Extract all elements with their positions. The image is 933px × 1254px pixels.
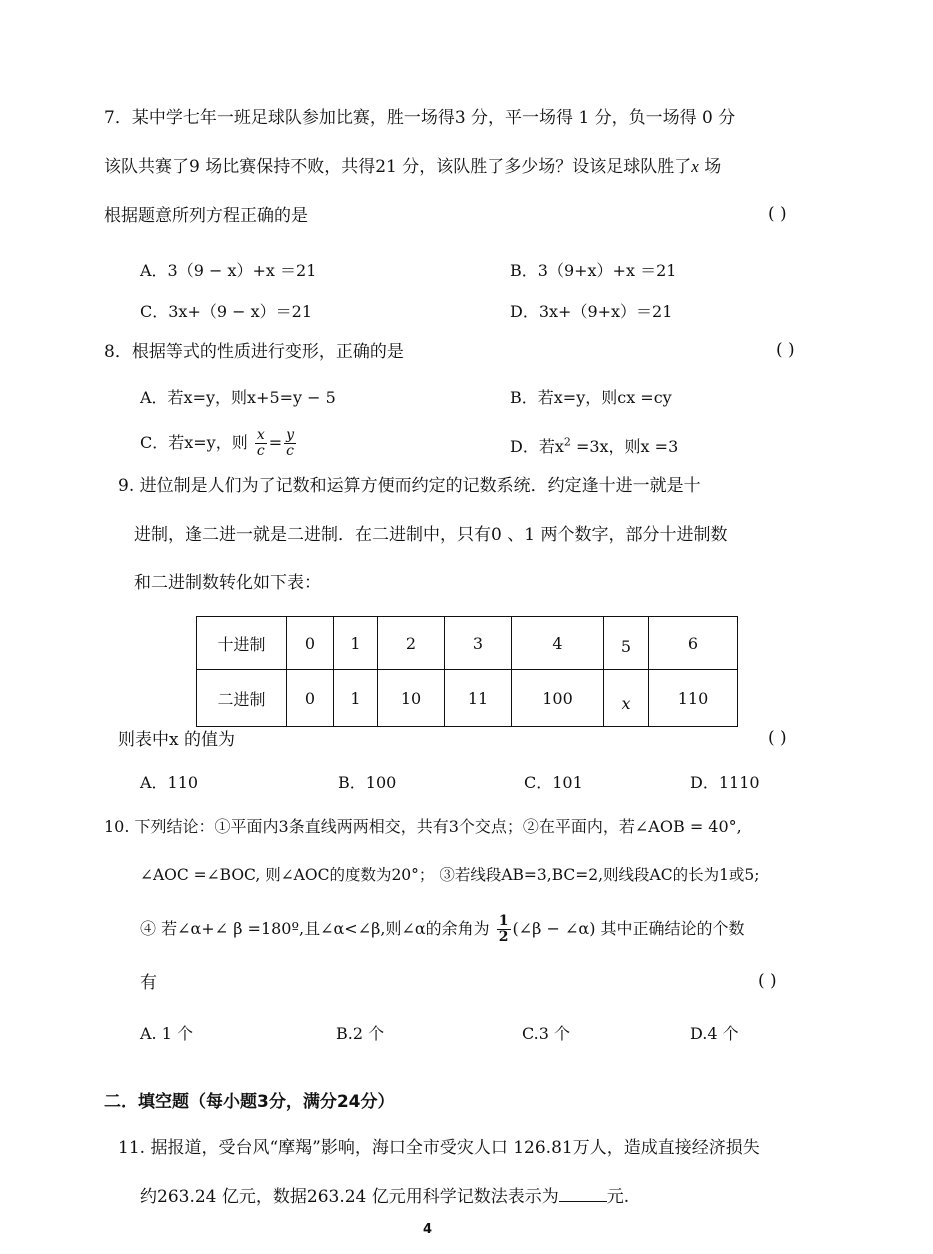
table-cell: x	[604, 670, 649, 727]
q8-option-d	[510, 434, 678, 457]
frac-denominator: c	[256, 443, 265, 459]
table-cell: 110	[649, 670, 738, 727]
q7-option-d: D．3x+（9+x）＝21	[510, 302, 673, 321]
frac-numerator: 1	[498, 913, 509, 929]
table-cell: 1	[334, 617, 378, 670]
q8-option-a: A．若x=y，则x+5=y − 5	[140, 388, 336, 407]
q11-line2-unit: 元.	[606, 1187, 630, 1207]
conversion-table	[196, 616, 738, 727]
table-cell: 5	[604, 617, 649, 670]
q9-option-b: B．100	[338, 773, 397, 792]
q8-option-d-prefix: D．若x	[510, 437, 564, 456]
q10-fraction-half	[497, 914, 511, 945]
q7-line2-suffix: 场	[698, 157, 722, 177]
q7-option-a: A．3（9 − x）+x ＝21	[140, 261, 317, 280]
q8-option-c-prefix: C．若x=y，则	[140, 433, 248, 452]
q7-line3: 根据题意所列方程正确的是	[104, 206, 308, 226]
q10-line3	[140, 912, 745, 946]
table-row-binary	[197, 670, 738, 727]
frac-numerator: x	[256, 427, 265, 443]
table-cell: 10	[378, 670, 445, 727]
table-row-decimal	[197, 617, 738, 670]
table-row-label: 十进制	[197, 617, 287, 670]
table-cell: 4	[512, 617, 604, 670]
q10-line3-text: ④ 若∠α+∠ β =180º,且∠α<∠β,则∠α的余角为	[140, 919, 490, 938]
table-cell: 1	[334, 670, 378, 727]
table-cell: 0	[287, 617, 334, 670]
q7-option-c: C．3x+（9 − x）＝21	[140, 302, 312, 321]
q8-option-b: B．若x=y，则cx =cy	[510, 388, 672, 407]
q11-line2	[140, 1185, 629, 1209]
q9-option-a: A．110	[140, 773, 199, 792]
q8-line1: 8．根据等式的性质进行变形，正确的是	[104, 342, 404, 362]
table-cell: 3	[445, 617, 512, 670]
q8-option-d-suffix: =3x，则x =3	[570, 437, 679, 456]
q9-line3: 和二进制数转化如下表：	[134, 573, 321, 593]
q7-answer-paren: ( )	[768, 204, 787, 224]
table-cell: 2	[378, 617, 445, 670]
q7-line1: 7．某中学七年一班足球队参加比赛，胜一场得3 分，平一场得 1 分，负一场得 0 分	[104, 108, 736, 128]
q9-line2: 进制，逢二进一就是二进制．在二进制中，只有0 、1 两个数字，部分十进制数	[134, 525, 728, 545]
q10-option-d: D.4 个	[690, 1024, 739, 1043]
section-heading-fill-in: 二．填空题（每小题3分，满分24分）	[104, 1092, 395, 1112]
table-cell: 11	[445, 670, 512, 727]
q8-fraction-x-over-c	[255, 428, 267, 459]
q9-answer-paren: ( )	[768, 728, 787, 748]
q8-option-c-eq: =	[268, 433, 283, 452]
frac-denominator: 2	[498, 929, 509, 945]
q10-line4: 有	[140, 973, 157, 993]
q11-line2-text: 约263.24 亿元，数据263.24 亿元用科学记数法表示为	[140, 1187, 559, 1207]
q10-line2: ∠AOC =∠BOC, 则∠AOC的度数为20°； ③若线段AB=3,BC=2,则线段AC的长为1或5;	[140, 866, 760, 884]
table-cell: 100	[512, 670, 604, 727]
q7-line2-text: 该队共赛了9 场比赛保持不败，共得21 分，该队胜了多少场？设该足球队胜了	[104, 157, 692, 177]
q10-line3-tail: (∠β − ∠α) 其中正确结论的个数	[512, 919, 745, 938]
page-number: 4	[423, 1222, 433, 1237]
table-row-label: 二进制	[197, 670, 287, 727]
frac-numerator: y	[286, 427, 295, 443]
answer-blank[interactable]	[559, 1185, 607, 1202]
q8-answer-paren: ( )	[776, 340, 795, 360]
frac-denominator: c	[286, 443, 294, 459]
q7-line2	[104, 155, 721, 179]
q8-option-d-exponent: 2	[563, 435, 571, 449]
q10-line1: 10. 下列结论：①平面内3条直线两两相交，共有3个交点；②在平面内，若∠AOB = 40°,	[104, 817, 742, 836]
table-cell: 6	[649, 617, 738, 670]
q8-option-c	[140, 428, 298, 459]
q7-line2-var: x	[691, 157, 699, 176]
q10-option-c: C.3 个	[522, 1024, 571, 1043]
q10-answer-paren: ( )	[758, 971, 777, 991]
q7-option-b: B．3（9+x）+x ＝21	[510, 261, 677, 280]
q9-line1: 9. 进位制是人们为了记数和运算方便而约定的记数系统．约定逢十进一就是十	[118, 476, 701, 496]
q10-option-b: B.2 个	[336, 1024, 385, 1043]
q10-option-a: A. 1 个	[140, 1024, 193, 1043]
table-cell: 0	[287, 670, 334, 727]
q8-fraction-y-over-c	[284, 428, 296, 459]
q9-question: 则表中x 的值为	[118, 730, 235, 750]
q11-line1: 11. 据报道，受台风“摩羯”影响，海口全市受灾人口 126.81万人，造成直接经济损失	[118, 1138, 760, 1158]
q9-option-c: C．101	[524, 773, 583, 792]
q9-option-d: D．1110	[690, 773, 760, 792]
